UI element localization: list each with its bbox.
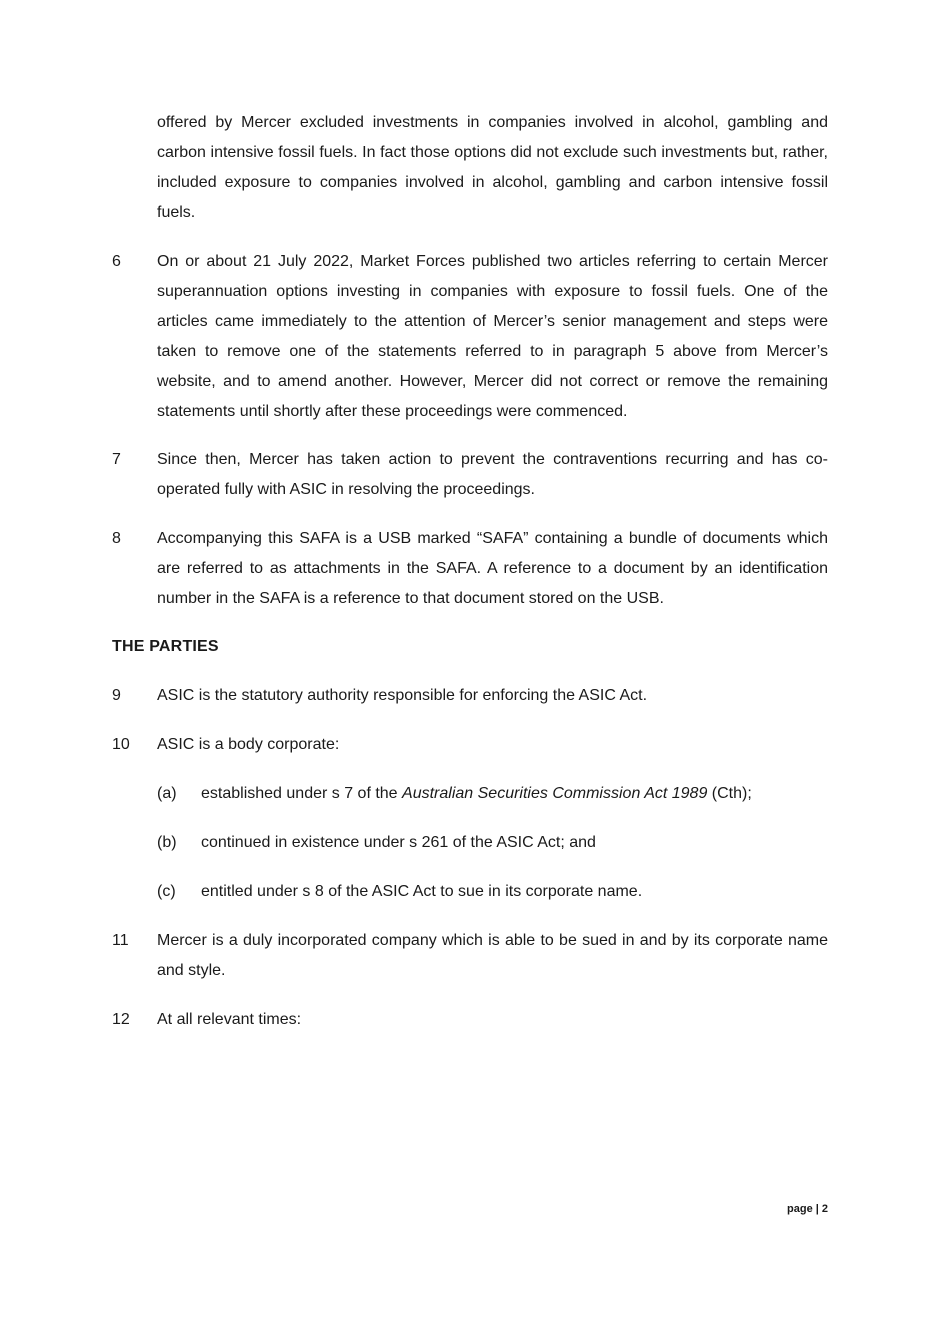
paragraph-number: 10 [112, 736, 130, 753]
section-heading: THE PARTIES [112, 638, 219, 655]
subparagraph-text-after: (Cth); [707, 785, 752, 802]
paragraph-text: ASIC is a body corporate: [157, 736, 340, 753]
paragraph-text: Mercer is a duly incorporated company which is able to be sued in and by its corporate name and style. [157, 932, 828, 979]
paragraph-12 [112, 1005, 828, 1035]
paragraph-number: 12 [112, 1011, 130, 1028]
subparagraph-c [157, 877, 828, 907]
subparagraph-text: continued in existence under s 261 of the ASIC Act; and [201, 834, 596, 851]
paragraph-text: Since then, Mercer has taken action to prevent the contraventions recurring and has co-operated fully with ASIC in resolving the proceedings. [157, 451, 828, 498]
subparagraph-text-before: established under s 7 of the [201, 785, 403, 802]
paragraph-number: 11 [112, 932, 129, 949]
subparagraph-b [157, 828, 828, 858]
subparagraph-label: (a) [157, 785, 177, 802]
subparagraph-label: (b) [157, 834, 177, 851]
subparagraph-text [201, 779, 828, 809]
paragraph-11 [112, 926, 828, 986]
paragraph-number: 6 [112, 253, 121, 270]
paragraph-8 [112, 524, 828, 614]
paragraph-number: 9 [112, 687, 121, 704]
paragraph-text: Accompanying this SAFA is a USB marked “SAFA” containing a bundle of documents which are referred to as attachments in the SAFA. A reference to a document by an identification number in the SAFA is a reference to that document stored on the USB. [157, 530, 828, 607]
paragraph-7 [112, 445, 828, 505]
paragraph-text: At all relevant times: [157, 1011, 302, 1028]
paragraph-6 [112, 247, 828, 427]
paragraph-continuation-text: offered by Mercer excluded investments in companies involved in alcohol, gambling and carbon intensive fossil fuels. In fact those options did not exclude such investments but, rather, included exposure to companies involved in alcohol, gambling and carbon intensive fossil fuels. [157, 114, 828, 221]
paragraph-9 [112, 681, 828, 711]
paragraph-text: On or about 21 July 2022, Market Forces published two articles referring to certain Mercer superannuation options investing in companies with exposure to fossil fuels. One of the articles came immediately to the attention of Mercer’s senior management and steps were taken to remove one of the statements referred to in paragraph 5 above from Mercer’s website, and to amend another. However, Mercer did not correct or remove the remaining statements until shortly after these proceedings were commenced. [157, 253, 828, 420]
act-title: Australian Securities Commission Act 1989 [402, 785, 708, 802]
paragraph-number: 7 [112, 451, 121, 468]
paragraph-number: 8 [112, 530, 121, 547]
subparagraph-label: (c) [157, 883, 176, 900]
paragraph-text: ASIC is the statutory authority responsible for enforcing the ASIC Act. [157, 687, 648, 704]
subparagraph-text: entitled under s 8 of the ASIC Act to sue in its corporate name. [201, 883, 643, 900]
subparagraph-a [157, 779, 828, 809]
paragraph-10 [112, 730, 828, 760]
page-number: page | 2 [787, 1203, 828, 1215]
paragraph-continuation [157, 108, 828, 228]
